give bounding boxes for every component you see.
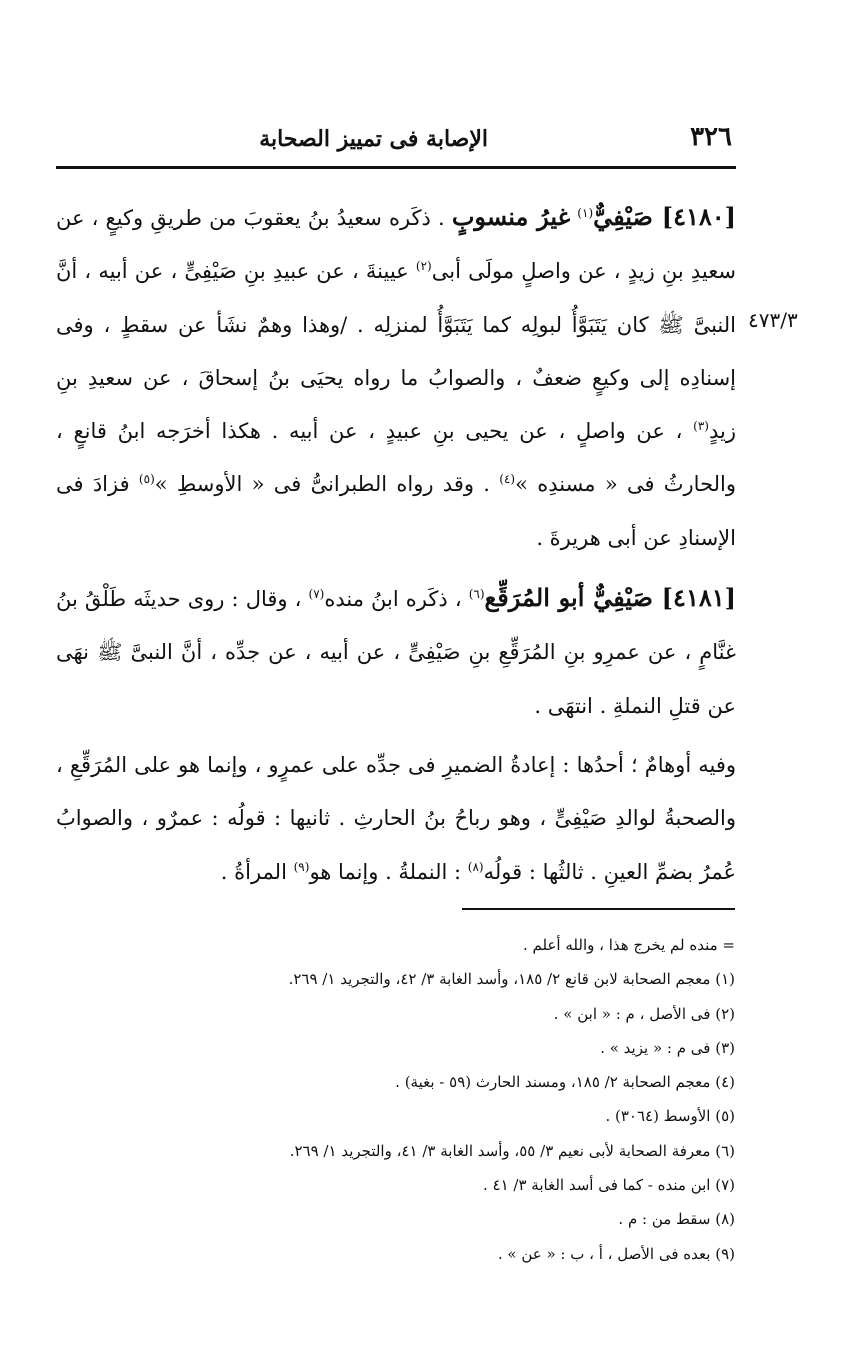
footnote-ref: (١) [577, 206, 594, 220]
page-number: ٣٢٦ [690, 122, 732, 152]
commentary-text: : النملةُ . وإنما هو [309, 859, 462, 884]
footnote-8: (٨) سقط من : م . [618, 1210, 735, 1229]
footnote-ref: (٩) [293, 859, 310, 874]
entry-heading: [٤١٨٠] صَيْفِيٌّ [593, 202, 736, 231]
main-text [56, 190, 736, 899]
entry-4181 [56, 571, 736, 733]
commentary-text: وفيه أوهامٌ ؛ أحدُها : إعادةُ الضميرِ فى جدِّه على عمرٍو ، وإنما هو على المُرَقِّعِ ، والصحبةُ لوالدِ صَيْفِىٍّ ، وهو رباحُ بنُ الحارثِ . ثانيها : قولُه : عمرٌو ، والصوابُ عُمرُ بضمِّ العينِ . ثالثُها : قولُه [56, 752, 736, 884]
entry-text: . وقد رواه الطبرانىُّ فى « الأوسطِ » [154, 472, 490, 497]
footnote-ref: (٤) [499, 472, 516, 487]
entry-text: فزادَ فى الإسنادِ عن أبى هريرةَ . [56, 472, 736, 550]
footnote-7: (٧) ابن منده - كما فى أسد الغابة ٣/ ٤١ . [482, 1176, 735, 1195]
running-header [56, 118, 736, 158]
entry-heading: [٤١٨١] صَيْفِيٌّ أبو المُرَقِّع [484, 583, 736, 613]
entry-text: عيينةَ ، عن عبيدِ بنِ صَيْفِىٍّ ، عن أبيه ، أنَّ النبىَّ ﷺ كان يَتَبَوَّأُ لبولِه كما يَتَبَوَّأُ لمنزلِه . /وهذا وهمٌ نشَأ عن سقطٍ ، وفى إسنادِه إلى وكيعٍ ضعفٌ ، والصوابُ ما رواه يحيَى بنُ إسحاقَ ، عن سعيدِ بنِ زيدٍ [56, 259, 736, 444]
margin-reference: ٤٧٣/٣ [748, 308, 798, 332]
commentary-paragraph [56, 739, 736, 899]
book-title: الإصابة فى تمييز الصحابة [259, 126, 488, 152]
footnote-ref: (٥) [138, 472, 155, 487]
footnote-5: (٥) الأوسط (٣٠٦٤) . [605, 1107, 735, 1126]
entry-text: ، ذكَره ابنُ منده [324, 587, 462, 612]
commentary-text: المرأةُ . [220, 859, 287, 884]
footnote-ref: (٨) [467, 859, 484, 874]
footnote-2: (٢) فى الأصل ، م : « ابن » . [553, 1004, 735, 1023]
entry-text: ، عن واصلٍ ، عن يحيى بنِ عبيدٍ ، عن أبيه . هكذا أخرَجه ابنُ قانعٍ ، والحارثُ فى « مسندِه » [56, 419, 736, 497]
footnote-4: (٤) معجم الصحابة ٢/ ١٨٥، ومسند الحارث (٥٩ - بغية) . [395, 1073, 735, 1092]
header-rule [56, 166, 736, 169]
footnote-1: (١) معجم الصحابة لابن قانع ٢/ ١٨٥، وأسد الغابة ٣/ ٤٢، والتجريد ١/ ٢٦٩. [288, 970, 735, 989]
footnotes [120, 928, 735, 1271]
footnote-continuation: = منده لم يخرج هذا ، والله أعلم . [523, 936, 735, 954]
entry-text: . ذكَره سعيدُ بنُ يعقوبَ من طريقِ وكيعٍ ، عن سعيدِ بنِ زيدٍ ، عن واصلٍ مولَى أبى [56, 206, 736, 284]
entry-heading-note: غيرُ منسوبٍ [451, 202, 571, 231]
footnote-ref: (٧) [308, 587, 325, 602]
entry-4180 [56, 190, 736, 565]
footnote-9: (٩) بعده فى الأصل ، أ ، ب : « عن » . [497, 1244, 735, 1263]
footnote-ref: (٣) [693, 419, 709, 434]
footnote-3: (٣) فى م : « يزيد » . [600, 1038, 735, 1057]
footnote-ref: (٢) [415, 259, 432, 274]
footnote-rule [462, 908, 735, 910]
footnote-6: (٦) معرفة الصحابة لأبى نعيم ٣/ ٥٥، وأسد الغابة ٣/ ٤١، والتجريد ١/ ٢٦٩. [289, 1141, 735, 1160]
footnote-ref: (٦) [468, 587, 485, 602]
entry-text: ، وقال : روى حديثَه طَلْقُ بنُ غنَّامٍ ، عن عمرِو بنِ المُرَقِّعِ بنِ صَيْفِىٍّ ، عن أبيه ، عن جدِّه ، أنَّ النبىَّ ﷺ نهَى عن قتلِ النملةِ . انتهَى . [56, 587, 736, 718]
